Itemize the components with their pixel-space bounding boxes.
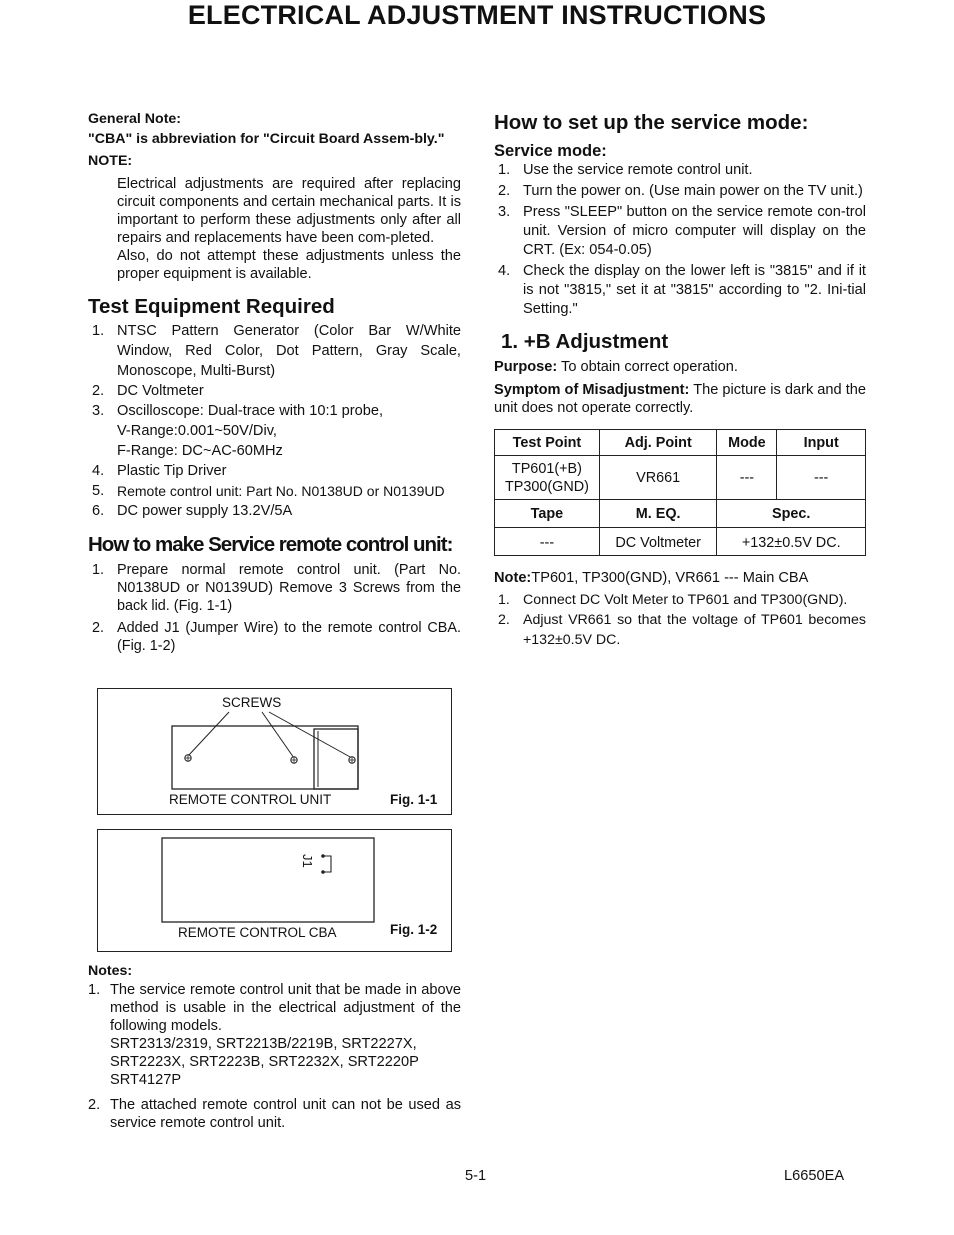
list-item-number: 5. — [92, 483, 105, 499]
purpose-line — [494, 358, 866, 376]
list-item — [88, 401, 461, 461]
service-mode-heading: How to set up the service mode: — [494, 111, 809, 134]
remote-cba-label: REMOTE CONTROL CBA — [178, 925, 337, 940]
list-item — [88, 619, 461, 655]
list-item-text: Check the display on the lower left is "3815" and if it is not "3815," set it at "3815" according to "2. Ini-tial Setting." — [523, 263, 866, 317]
list-item-text: F-Range: DC~AC-60MHz — [117, 443, 283, 459]
left-column — [88, 110, 461, 655]
remote-unit-steps — [88, 561, 461, 655]
list-item — [88, 481, 461, 501]
table-header-cell: Spec. — [717, 500, 866, 528]
list-item-number: 3. — [92, 403, 105, 419]
model-list-line: SRT4127P — [110, 1072, 182, 1088]
table-cell: VR661 — [599, 456, 717, 500]
table-cell — [495, 456, 600, 500]
note-heading: NOTE: — [88, 153, 133, 169]
table-header-cell: Mode — [717, 430, 777, 456]
notes-heading: Notes: — [88, 963, 133, 979]
figure-remote-control-cba — [97, 829, 452, 952]
fig-1-2-caption: Fig. 1-2 — [390, 922, 438, 937]
list-item-number: 6. — [92, 503, 105, 519]
list-item — [494, 161, 866, 180]
list-item-text: NTSC Pattern Generator (Color Bar W/White Window, Red Color, Dot Pattern, Gray Scale, Monoscope, Multi-Burst) — [117, 323, 461, 379]
list-item-text: Press "SLEEP" button on the service remote con-trol unit. Version of micro computer will display on the CRT. (Ex: 054-0.05) — [523, 204, 866, 258]
table-cell: DC Voltmeter — [599, 531, 717, 556]
table-note-text: TP601, TP300(GND), VR661 --- Main CBA — [531, 570, 809, 586]
list-item-number: 4. — [498, 263, 511, 279]
list-item-text: Connect DC Volt Meter to TP601 and TP300(GND). — [523, 592, 848, 608]
list-item-text: Remote control unit: Part No. N0138UD or N0139UD — [117, 483, 445, 499]
list-item-text: Oscilloscope: Dual-trace with 10:1 probe, — [117, 403, 384, 419]
table-note-label: Note: — [494, 570, 532, 586]
test-point-value: TP300(GND) — [504, 478, 589, 495]
list-item-number: 1. — [92, 323, 105, 339]
list-item-number: 2. — [92, 620, 105, 636]
notes-list — [88, 981, 461, 1132]
table-header-cell: Test Point — [495, 430, 600, 456]
table-row — [495, 531, 866, 556]
service-mode-steps — [494, 161, 866, 319]
cba-abbreviation-note: "CBA" is abbreviation for "Circuit Board Assem-bly." — [88, 131, 445, 147]
remote-unit-heading: How to make Service remote control unit: — [88, 533, 453, 556]
list-item-text: Adjust VR661 so that the voltage of TP601 becomes +132±0.5V DC. — [523, 612, 866, 648]
document-code: L6650EA — [784, 1168, 845, 1184]
list-item-text: Prepare normal remote control unit. (Part No. N0138UD or N0139UD) Remove 3 Screws from the back lid. (Fig. 1-1) — [117, 562, 461, 614]
adjustment-table — [494, 429, 866, 556]
page-title: ELECTRICAL ADJUSTMENT INSTRUCTIONS — [187, 0, 767, 30]
note-paragraph-2: Also, do not attempt these adjustments unless the proper equipment is available. — [117, 248, 461, 282]
table-header-cell: Input — [777, 430, 866, 456]
test-equipment-heading: Test Equipment Required — [88, 295, 335, 318]
purpose-text: To obtain correct operation. — [557, 359, 738, 375]
list-item-text: The attached remote control unit can not be used as service remote control unit. — [110, 1097, 461, 1131]
list-item — [88, 461, 461, 481]
table-cell: --- — [777, 456, 866, 500]
list-item-text: Turn the power on. (Use main power on the TV unit.) — [523, 183, 863, 199]
model-list-line: SRT2313/2319, SRT2213B/2219B, SRT2227X, — [110, 1036, 417, 1052]
list-item — [494, 182, 866, 201]
table-header-cell: M. EQ. — [599, 500, 717, 528]
list-item-number: 1. — [498, 592, 510, 608]
b-adjustment-steps — [494, 590, 866, 650]
purpose-label: Purpose: — [494, 359, 558, 375]
symptom-line — [494, 381, 866, 417]
right-column — [494, 110, 866, 650]
list-item-text: Added J1 (Jumper Wire) to the remote control CBA. (Fig. 1-2) — [117, 620, 461, 654]
table-header-cell: Tape — [495, 500, 600, 528]
b-adjustment-heading: 1. +B Adjustment — [501, 330, 669, 353]
figure-remote-control-unit — [97, 688, 452, 815]
list-item-text: The service remote control unit that be made in above method is usable in the electrical adjustment of the following models. — [110, 982, 461, 1034]
list-item-number: 1. — [498, 162, 511, 178]
list-item — [88, 321, 461, 381]
symptom-label: Symptom of Misadjustment: — [494, 382, 690, 398]
remote-unit-label: REMOTE CONTROL UNIT — [169, 792, 332, 807]
list-item — [88, 381, 461, 401]
list-item-number: 2. — [88, 1097, 101, 1113]
list-item — [88, 561, 461, 615]
page-number: 5-1 — [465, 1168, 487, 1184]
table-cell: --- — [717, 456, 777, 500]
list-item — [88, 1096, 461, 1132]
table-cell: --- — [495, 531, 600, 556]
list-item-text: DC Voltmeter — [117, 383, 204, 399]
jumper-j1-label: J1 — [300, 854, 315, 868]
list-item-text: V-Range:0.001~50V/Div, — [117, 423, 277, 439]
list-item-text: DC power supply 13.2V/5A — [117, 503, 293, 519]
table-row — [495, 456, 866, 500]
list-item-number: 2. — [92, 383, 105, 399]
note-paragraph-1: Electrical adjustments are required after replacing circuit components and certain mechanical parts. It is important to perform these adjustments only after all repairs and replacements have been com-pleted. — [117, 176, 461, 246]
list-item-number: 2. — [498, 612, 510, 628]
general-note-heading: General Note: — [88, 111, 182, 127]
test-point-value: TP601(+B) — [511, 460, 582, 477]
notes-section — [88, 962, 461, 1132]
fig-1-1-caption: Fig. 1-1 — [390, 792, 438, 807]
list-item-number: 4. — [92, 463, 105, 479]
model-list-line: SRT2223X, SRT2223B, SRT2232X, SRT2220P — [110, 1054, 419, 1070]
list-item — [494, 203, 866, 260]
table-header-row — [495, 430, 866, 456]
list-item — [88, 981, 461, 1089]
list-item — [494, 590, 866, 610]
symptom-text: The picture is dark and the unit does not operate correctly. — [494, 382, 866, 416]
list-item-text: Use the service remote control unit. — [523, 162, 753, 178]
list-item — [494, 610, 866, 650]
test-equipment-list — [88, 321, 461, 521]
list-item-number: 1. — [88, 982, 101, 998]
list-item-number: 3. — [498, 204, 511, 220]
list-item-number: 1. — [92, 562, 105, 578]
table-cell: +132±0.5V DC. — [717, 531, 866, 556]
screws-label: SCREWS — [222, 695, 282, 710]
service-mode-subheading: Service mode: — [494, 142, 607, 160]
list-item — [88, 501, 461, 521]
list-item — [494, 262, 866, 319]
table-note — [494, 569, 866, 587]
table-header-row — [495, 500, 866, 528]
list-item-text: Plastic Tip Driver — [117, 463, 227, 479]
list-item-number: 2. — [498, 183, 511, 199]
table-header-cell: Adj. Point — [599, 430, 717, 456]
